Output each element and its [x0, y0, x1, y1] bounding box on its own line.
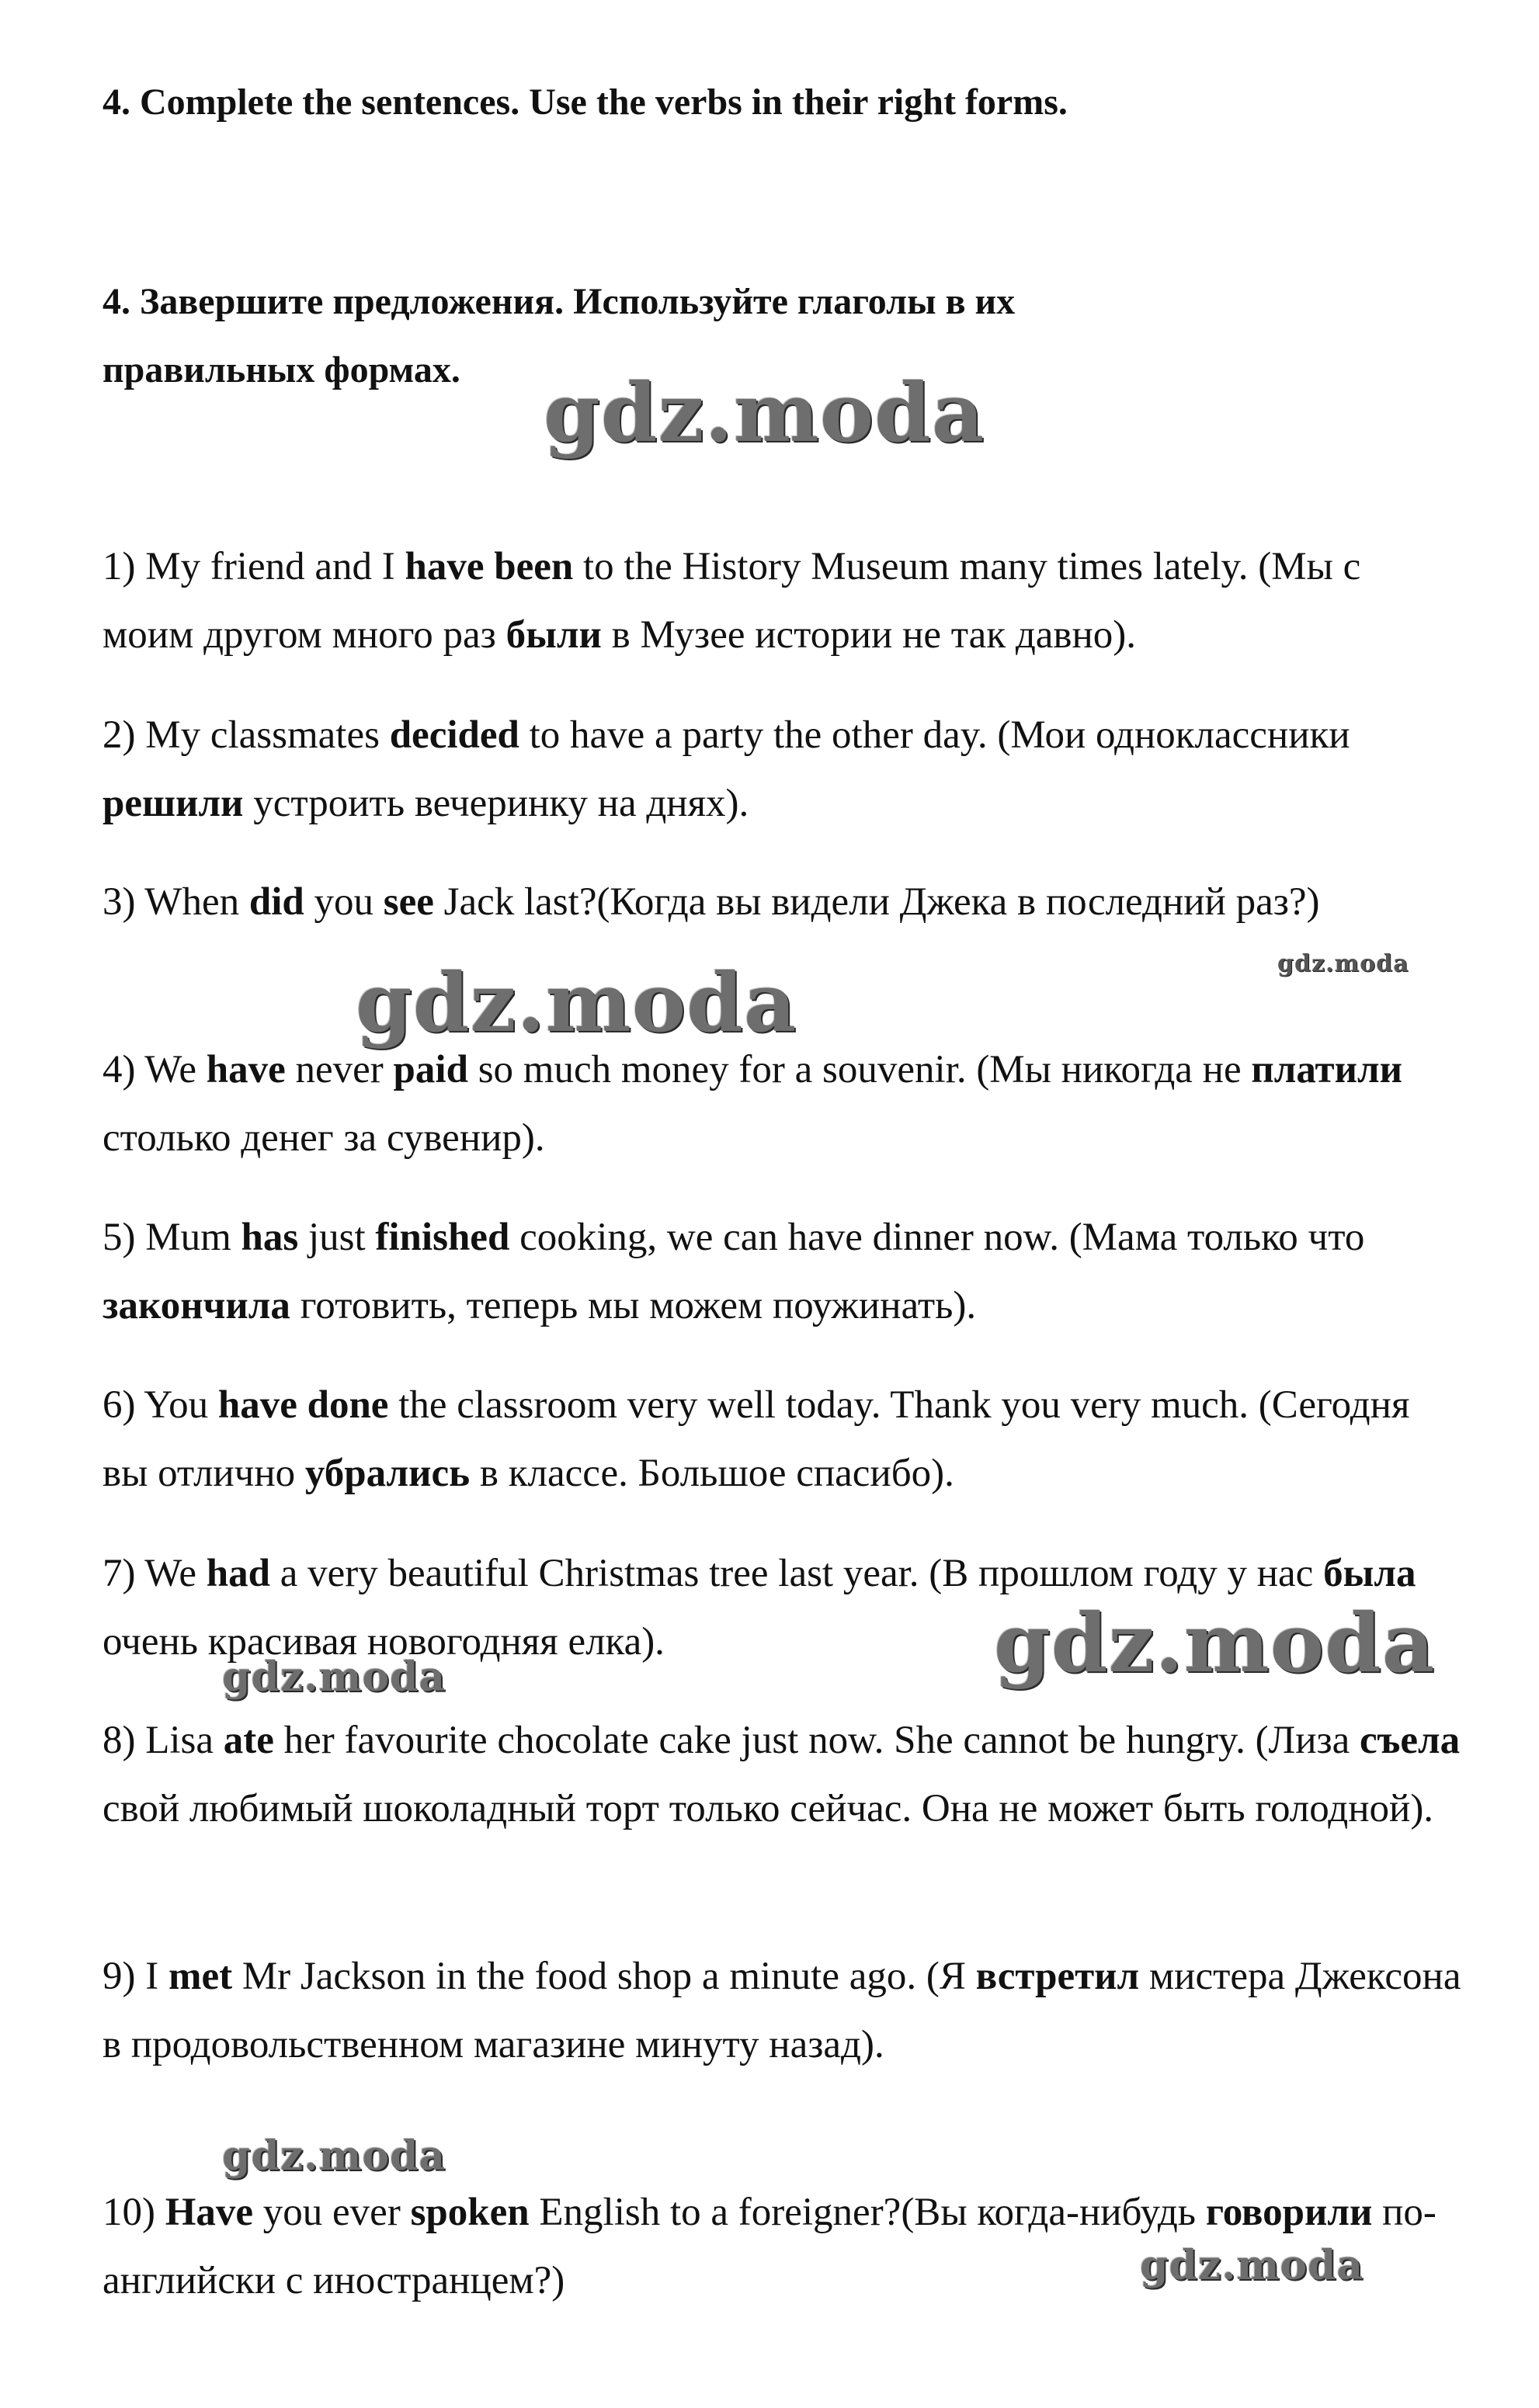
- item-verb: had: [206, 1552, 270, 1595]
- item-text: столько денег за сувенир).: [102, 1116, 545, 1160]
- watermark-logo: gdz.moda: [544, 365, 985, 460]
- watermark-logo: gdz.moda: [994, 1595, 1436, 1691]
- watermark-logo: gdz.moda: [222, 2132, 446, 2180]
- item-text: 1) My friend and I: [102, 545, 405, 588]
- answer-item: [102, 1371, 1461, 1508]
- item-verb: decided: [389, 713, 519, 757]
- item-text: мистера Джексона в продовольственном магазине минуту назад).: [102, 1955, 1461, 2066]
- watermark-logo: gdz.moda: [1140, 2242, 1364, 2289]
- exercise-heading-en: 4. Complete the sentences. Use the verbs in their right forms.: [102, 82, 1068, 123]
- item-text: свой любимый шоколадный торт только сейчас. Она не может быть голодной).: [102, 1787, 1434, 1830]
- item-text: you ever: [253, 2191, 411, 2234]
- answer-item: [102, 533, 1461, 669]
- heading-ru-line-2: правильных формах.: [102, 349, 460, 390]
- item-verb: встретил: [975, 1955, 1140, 1998]
- item-verb: finished: [375, 1216, 510, 1259]
- item-text: Mr Jackson in the food shop a minute ago. (Я: [232, 1955, 976, 1998]
- item-text: 5) Mum: [102, 1216, 241, 1259]
- item-text: a very beautiful Christmas tree last year. (В прошлом году у нас: [270, 1552, 1324, 1595]
- item-verb: была: [1323, 1552, 1416, 1595]
- item-verb: платили: [1251, 1048, 1402, 1091]
- watermark-logo: gdz.moda: [356, 955, 797, 1050]
- item-verb: have been: [405, 545, 574, 588]
- item-verb: говорили: [1205, 2191, 1373, 2234]
- item-verb: закончила: [102, 1284, 290, 1327]
- item-text: English to a foreigner?(Вы когда-нибудь: [529, 2191, 1206, 2234]
- heading-ru-line-1: 4. Завершите предложения. Используйте глаголы в их: [102, 281, 1016, 322]
- answer-item: [102, 1706, 1461, 1843]
- item-verb: did: [248, 880, 304, 924]
- item-verb: paid: [393, 1048, 468, 1091]
- item-text: to the History Museum many times lately. (Мы с моим другом много раз: [102, 545, 1361, 657]
- answer-item: [102, 1942, 1461, 2079]
- item-text: so much money for a souvenir. (Мы никогда не: [467, 1048, 1252, 1091]
- item-text: 10): [102, 2191, 165, 2234]
- item-text: 7) We: [102, 1552, 207, 1595]
- item-text: to have a party the other day. (Мои одноклассники: [519, 713, 1350, 757]
- item-verb: решили: [102, 782, 244, 825]
- answer-item: [102, 868, 1461, 936]
- item-text: 6) You: [102, 1383, 218, 1427]
- item-text: just: [298, 1216, 376, 1259]
- item-verb: see: [383, 880, 434, 924]
- item-verb: Have: [165, 2191, 254, 2234]
- item-verb: has: [241, 1216, 299, 1259]
- item-verb: были: [505, 613, 602, 657]
- item-text: по-английски с иностранцем?): [102, 2191, 1437, 2302]
- answer-item: [102, 1203, 1461, 1340]
- item-text: 8) Lisa: [102, 1719, 224, 1762]
- item-text: 9) I: [102, 1955, 168, 1998]
- answer-item: [102, 1036, 1461, 1172]
- item-verb: have done: [217, 1383, 389, 1427]
- item-text: в классе. Большое спасибо).: [470, 1452, 954, 1495]
- item-text: очень красивая новогодняя елка).: [102, 1620, 665, 1664]
- item-text: 4) We: [102, 1048, 207, 1091]
- item-text: готовить, теперь мы можем поужинать).: [290, 1284, 977, 1327]
- watermark-logo: gdz.moda: [1277, 950, 1409, 977]
- answer-item: [102, 701, 1461, 838]
- item-text: never: [285, 1048, 394, 1091]
- item-text: устроить вечеринку на днях).: [243, 782, 749, 825]
- item-text: 2) My classmates: [102, 713, 390, 757]
- watermark-logo: gdz.moda: [222, 1653, 446, 1701]
- item-text: you: [304, 880, 384, 924]
- item-text: 3) When: [102, 880, 249, 924]
- item-verb: убрались: [304, 1452, 471, 1495]
- item-text: Jack last?(Когда вы видели Джека в последний раз?): [433, 880, 1320, 924]
- item-text: her favourite chocolate cake just now. She cannot be hungry. (Лиза: [273, 1719, 1360, 1762]
- item-verb: съела: [1360, 1719, 1461, 1762]
- item-text: the classroom very well today. Thank you very much. (Сегодня вы отлично: [102, 1383, 1410, 1495]
- item-verb: spoken: [410, 2191, 530, 2234]
- item-verb: have: [206, 1048, 286, 1091]
- item-text: в Музее истории не так давно).: [601, 613, 1137, 657]
- item-verb: ate: [223, 1719, 274, 1762]
- item-verb: met: [168, 1955, 233, 1998]
- item-text: cooking, we can have dinner now. (Мама только что: [509, 1216, 1365, 1259]
